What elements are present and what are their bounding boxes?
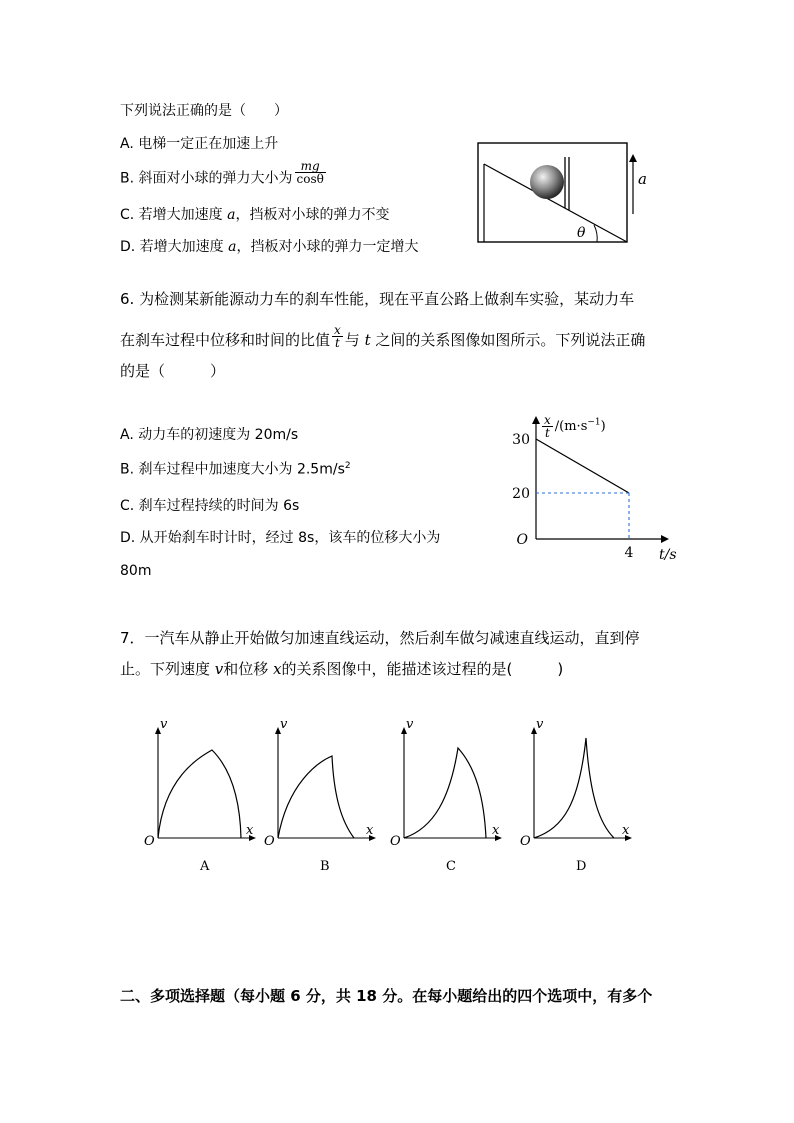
q6-y-fraction <box>542 414 553 439</box>
option-label: C <box>446 859 456 874</box>
y-arrow-icon <box>532 416 540 424</box>
q6-option-d: D. 从开始刹车时计时，经过 8s，该车的位移大小为 <box>120 530 441 546</box>
q5-option-a: A. 电梯一定正在加速上升 <box>120 136 279 152</box>
q5-option-b-fraction <box>295 160 326 185</box>
y-unit-sup: −1 <box>587 417 601 428</box>
q6-stem-text-mid: 与 <box>344 331 360 349</box>
fraction-numerator: x <box>334 323 341 337</box>
y-tick-label-20: 20 <box>512 486 530 502</box>
q7-stem-line1: 7．一汽车从静止开始做匀加速直线运动，然后刹车做匀减速直线运动，直到停 <box>120 629 640 647</box>
q6-stem-text-post: 之间的关系图像如图所示。下列说法正确 <box>375 331 646 349</box>
fraction-numerator: x <box>544 413 551 427</box>
v-axis-label: v <box>406 717 414 732</box>
q7-stem-text-mid: 和位移 <box>223 660 269 678</box>
fraction-denominator: t <box>544 426 550 440</box>
q6-series-line <box>536 439 629 493</box>
q5-option-c-var: a <box>227 207 236 223</box>
q7-graph-b[interactable] <box>262 716 392 876</box>
q5-stem: 下列说法正确的是（ ） <box>120 103 288 119</box>
v-axis-label: v <box>536 717 544 732</box>
q7-curve <box>158 750 241 838</box>
q6-option-c: C. 刹车过程持续的时间为 6s <box>120 498 300 514</box>
q6-stem-line1: 6. 为检测某新能源动力车的刹车性能，现在平直公路上做刹车实验，某动力车 <box>120 290 635 308</box>
q7-curve <box>404 748 486 838</box>
q6-option-b-sup: 2 <box>344 461 351 471</box>
option-label: B <box>320 859 330 874</box>
q6-stem-fraction <box>332 324 343 349</box>
x-axis-label: x <box>622 823 630 838</box>
q5-option-b <box>120 159 328 191</box>
origin-label: O <box>144 834 155 849</box>
origin-label: O <box>264 834 275 849</box>
fraction-denominator: cosθ <box>296 172 324 186</box>
q7-graph-c[interactable] <box>388 716 518 876</box>
fraction-denominator: t <box>334 336 340 350</box>
x-axis-label: x <box>246 823 254 838</box>
arrow-head-icon <box>629 154 637 162</box>
q6-option-d-cont: 80m <box>120 563 152 579</box>
fraction-numerator: mg <box>295 160 326 173</box>
q6-y-axis-label <box>540 414 606 439</box>
q7-stem-text: 止。下列速度 <box>120 660 211 678</box>
v-axis-label: v <box>280 717 288 732</box>
q5-option-b-text: B. 斜面对小球的弹力大小为 <box>120 170 293 187</box>
origin-label: O <box>520 834 531 849</box>
origin-label: O <box>516 532 528 548</box>
q5-option-c <box>120 208 390 222</box>
option-label: D <box>576 859 587 874</box>
v-axis-label: v <box>160 717 168 732</box>
q6-stem-line2 <box>120 323 646 353</box>
x-axis-label: x <box>492 823 500 838</box>
q5-option-d <box>120 240 419 254</box>
option-label: A <box>200 859 210 874</box>
q6-option-b <box>120 462 351 477</box>
q5-option-c-text2: ，挡板对小球的弹力不变 <box>235 207 390 223</box>
x-axis-label: x <box>366 823 374 838</box>
acceleration-label: a <box>638 170 647 188</box>
q6-option-b-text: B. 刹车过程中加速度大小为 2.5m/s <box>120 461 345 478</box>
q7-curve <box>534 738 614 838</box>
q7-stem-text-post: 的关系图像中，能描述该过程的是( ) <box>281 660 564 678</box>
q6-option-a: A. 动力车的初速度为 20m/s <box>120 427 299 443</box>
q7-stem-var-v: v <box>214 660 224 678</box>
q7-graph-a[interactable] <box>142 716 272 876</box>
q7-graph-d[interactable] <box>518 716 648 876</box>
section-2-heading: 二、多项选择题（每小题 6 分，共 18 分。在每小题给出的四个选项中，有多个 <box>120 987 653 1005</box>
q7-stem-var-x: x <box>273 660 282 678</box>
q6-stem-text: 在刹车过程中位移和时间的比值 <box>120 331 331 349</box>
q5-option-d-text: D. 若增大加速度 <box>120 239 224 255</box>
q5-option-d-text2: ，挡板对小球的弹力一定增大 <box>236 239 419 255</box>
q5-option-c-text: C. 若增大加速度 <box>120 207 223 223</box>
q6-stem-line3: 的是（ ） <box>120 362 226 380</box>
origin-label: O <box>390 834 401 849</box>
q6-series <box>536 439 629 539</box>
x-arrow-icon <box>661 535 669 543</box>
y-tick-label-30: 30 <box>512 432 530 448</box>
q5-elevator-figure <box>476 142 666 247</box>
x-tick-label-4: 4 <box>624 545 634 561</box>
q7-curve <box>278 756 354 838</box>
theta-label: θ <box>577 225 586 241</box>
y-unit-close: ) <box>600 419 606 434</box>
q7-stem-line2 <box>120 662 563 677</box>
angle-arc <box>594 225 597 242</box>
y-unit: /(m·s <box>554 419 588 434</box>
q5-option-d-var: a <box>228 239 237 255</box>
x-axis-label: t/s <box>659 547 677 563</box>
ball <box>530 165 564 199</box>
q6-stem-var: t <box>364 331 371 349</box>
